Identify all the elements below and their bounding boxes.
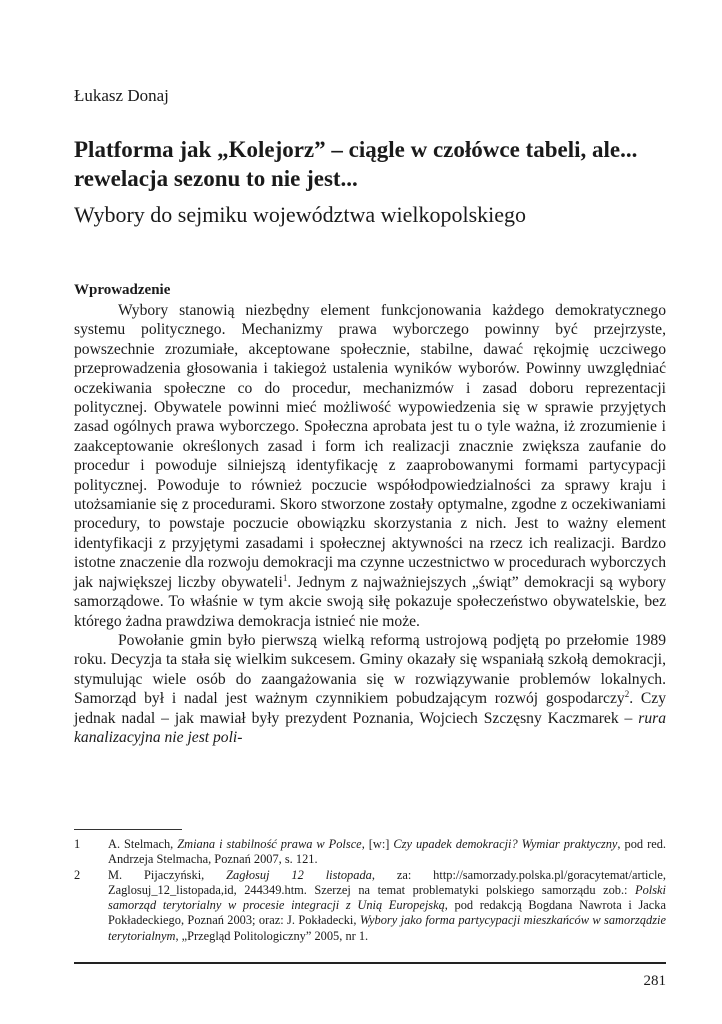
footnote-text: M. Pijaczyński, [108,867,227,882]
footnote-text: , „Przegląd Politologiczny” 2005, nr 1. [175,928,369,943]
article-subtitle: Wybory do sejmiku województwa wielkopolskiego [74,202,527,227]
paragraph [74,301,666,631]
footnote [74,837,666,868]
footnote-number: 2 [74,867,81,882]
footnote-text: A. Stelmach, [108,837,178,851]
footnote-text: , pod redakcją Bogdana Nawrota i Jacka Pokładeckiego, Poznań 2003; oraz: J. Pokładecki, [108,898,667,928]
footnote-ref[interactable]: 2 [624,688,630,699]
paragraph [74,631,666,747]
paragraph-text: . Jednym z najważniejszych „świąt” demokracji są wybory samorządowe. To właśnie w tym akcie swoją siłę pokazuje społeczeństwo obywatelskie, bez którego żadna prawdziwa demokracja istnieć nie może. [74,573,666,630]
paragraph-text: Wybory stanowią niezbędny element funkcjonowania każdego demokratycznego systemu politycznego. Mechanizmy prawa wyborczego powinny być przejrzyste, powszechnie zrozumiałe, akceptowane społecznie, stabilne, dawać rękojmię uczciwego przeprowadzenia głosowania i takiegoż ustalenia wyników wyborów. Powinny uwzględniać oczekiwania społeczne co do procedur, mechanizmów i zasad doboru reprezentacji politycznej. Obywatele powinni mieć możliwość wypowiedzenia się w sprawie przyjętych zasad ogólnych prawa wyborczego. Społeczna aprobata jest tu o tyle ważna, iż zrozumienie i zaakceptowanie określonych zasad i form ich realizacji znacznie zwiększa zaufanie do procedur i powoduje silniejszą identyfikację z zaaprobowanymi formami partycypacji politycznej. Powoduje to również poczucie współodpowiedzialności za sprawy kraju i utożsamianie się z procedurami. Skoro stworzone zostały optymalne, zgodne z oczekiwaniami procedury, to powstaje poczucie obowiązku skorzystania z nich. Jest to ważny element identyfikacji z przyjętymi zasadami i społecznej aktywności na rzecz ich realizacji. Bardzo istotne znaczenie dla rozwoju demokracji ma czynne uczestnictwo w procedurach wyborczych jak największej liczby obywateli [74,302,666,591]
section-heading: Wprowadzenie [74,282,171,298]
paragraph-italic-text: rura kanalizacyjna nie jest poli- [74,709,666,746]
footnote-separator [74,829,182,830]
footnote-text: , [w:] [361,837,394,851]
paragraph-text: . Czy jednak nadal – jak mawiał były prezydent Poznania, Wojciech Szczęsny Kaczmarek – [74,690,667,727]
footnote-italic: Czy upadek demokracji? Wymiar praktyczny [393,837,618,851]
author-name: Łukasz Donaj [74,86,169,105]
footnote-ref[interactable]: 1 [282,572,288,583]
article-title: Platforma jak „Kolejorz” – ciągle w czołówce tabeli, ale... rewelacja sezonu to nie jest... [74,137,638,191]
footnote-italic: Polski samorząd terytorialny w procesie integracji z Unią Europejską [108,882,666,913]
page-number: 281 [643,973,666,989]
footnote [74,868,666,944]
article-body [74,301,666,747]
paragraph-text: Powołanie gmin było pierwszą wielką reformą ustrojową podjętą po przełomie 1989 roku. Decyzja ta stała się wielkim sukcesem. Gminy okazały się wspaniałą szkołą demokracji, stymulując wiele osób do zaangażowania się w rozwiązywanie problemów lokalnych. Samorząd był i nadal jest ważnym czynnikiem pobudzającym rozwój gospodarczy [74,631,666,708]
footnotes [74,837,666,944]
footnote-italic: Zagłosuj 12 listopada [226,867,372,882]
footnote-text: , pod red. Andrzeja Stelmacha, Poznań 2007, s. 121. [108,837,666,867]
footnote-italic: Wybory jako forma partycypacji mieszkańców w samorządzie terytorialnym [108,913,666,943]
page-bottom-rule [74,962,666,964]
footnote-number: 1 [74,837,81,851]
footnote-italic: Zmiana i stabilność prawa w Polsce [177,837,362,851]
footnote-text: , za: http://samorzady.polska.pl/goracytemat/article, Zaglosuj_12_listopada,id, 244349.htm. Szerzej na temat problematyki polskiego samorządu zob.: [108,867,666,897]
